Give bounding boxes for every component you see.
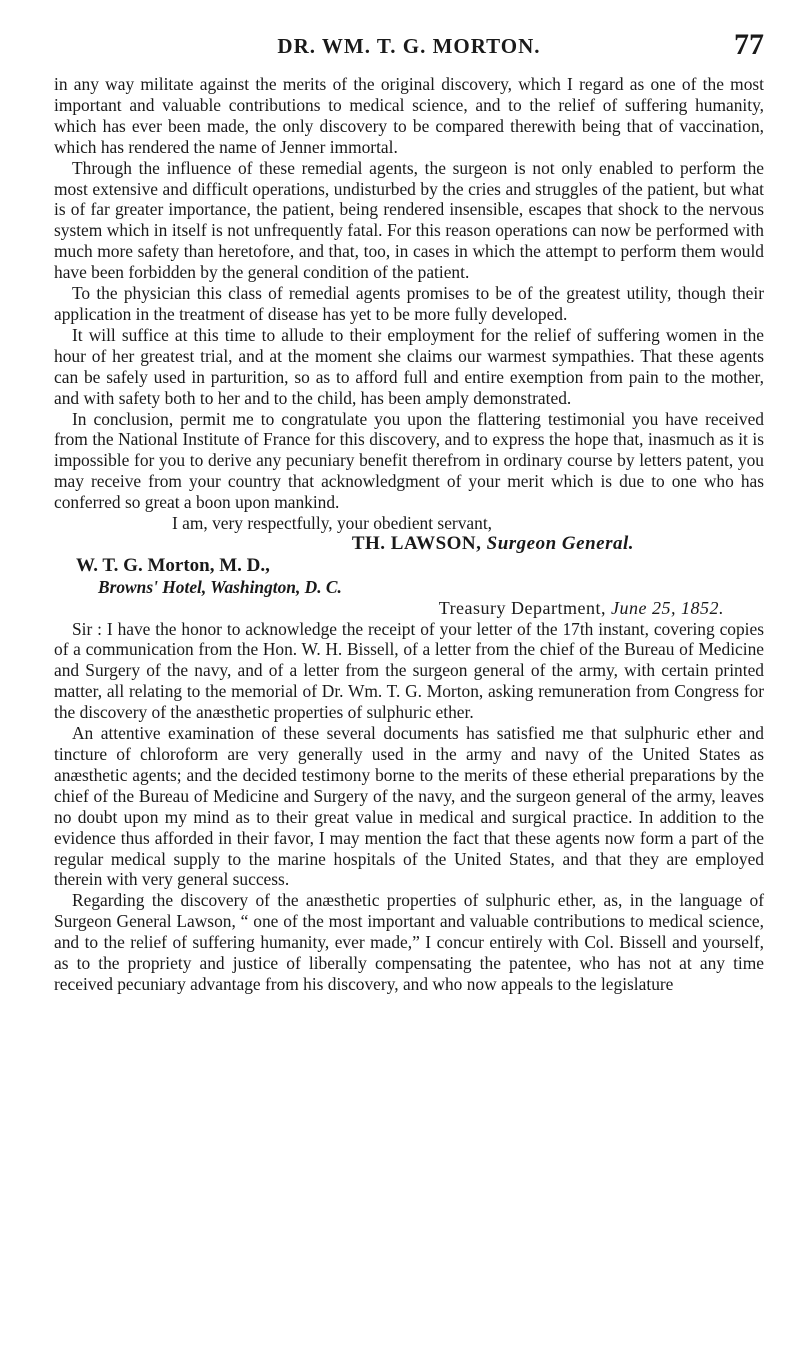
addressee-name: W. T. G. Morton, M. D., [76, 554, 270, 576]
addressee [54, 555, 764, 577]
paragraph: Regarding the discovery of the anæsthetic properties of sulphuric ether, as, in the language of Surgeon General Lawson, “ one of the most important and valuable contributions to medical science, and to the relief of suffering humanity, ever made,” I concur entirely with Col. Bissell and yourself, as to the propriety and justice of liberally compensating the patentee, who has not at any time received pecuniary advantage from his discovery, and who now appeals to the legislature [54, 890, 764, 994]
letter-date: June 25, 1852. [611, 597, 724, 618]
running-head [54, 28, 764, 74]
paragraph: Through the influence of these remedial agents, the surgeon is not only enabled to perform the most extensive and difficult operations, undisturbed by the cries and struggles of the patient, but what is of far greater importance, the patient, being rendered insensible, escapes that shock to the nervous system which in itself is not unfrequently fatal. For this reason operations can now be performed with much more safety than heretofore, and that, too, in cases in which the attempt to perform them would have been forbidden by the general condition of the patient. [54, 157, 764, 283]
paragraph: In conclusion, permit me to congratulate you upon the flattering testimonial you have received from the National Institute of France for this discovery, and to express the hope that, inasmuch as it is impossible for you to derive any pecuniary benefit therefrom in ordinary course by letters patent, you may receive from your country that acknowledgment of your merit which is due to one who has conferred so great a boon upon mankind. [54, 408, 764, 513]
paragraph: Sir : I have the honor to acknowledge the receipt of your letter of the 17th instant, covering copies of a communication from the Hon. W. H. Bissell, of a letter from the chief of the Bureau of Medicine and Surgery of the navy, and of a letter from the surgeon general of the army, with certain printed matter, all relating to the memorial of Dr. Wm. T. G. Morton, asking remuneration from Congress for the discovery of the anæsthetic properties of sulphuric ether. [54, 618, 764, 723]
letter-closing: I am, very respectfully, your obedient servant, [172, 513, 493, 534]
addressee-location: Browns' Hotel, Washington, D. C. [98, 576, 342, 597]
paragraph: in any way militate against the merits of the original discovery, which I regard as one of the most important and valuable contributions to medical science, and to the relief of suffering humanity, which has ever been made, the only discovery to be compared therewith being that of vaccination, which has rendered the name of Jenner immortal. [54, 74, 764, 157]
dateline [54, 598, 764, 619]
page-number: 77 [734, 28, 764, 61]
department: Treasury Department, [438, 597, 607, 618]
page-body [54, 74, 764, 995]
signature-title: Surgeon General. [486, 532, 634, 554]
signature [54, 534, 764, 555]
book-page [54, 28, 764, 995]
paragraph: An attentive examination of these several documents has satisfied me that sulphuric ether and tincture of chloroform are very generally used in the army and navy of the United States as anæsthetic agents; and the decided testimony borne to the merits of these etherial preparations by the chief of the Bureau of Medicine and Surgery of the navy, and the surgeon general of the army, leaves no doubt upon my mind as to their great value in medical and surgical practice. In addition to the evidence thus afforded in their favor, I may mention the fact that these agents now form a part of the regular medical supply to the marine hospitals of the United States, and that they are employed therein with very general success. [54, 723, 764, 890]
running-title: DR. WM. T. G. MORTON. [277, 34, 541, 58]
paragraph: To the physician this class of remedial agents promises to be of the greatest utility, though their application in the treatment of disease has yet to be more fully developed. [54, 283, 764, 324]
paragraph: It will suffice at this time to allude to their employment for the relief of suffering women in the hour of her greatest trial, and at the moment she claims our warmest sympathies. That these agents can be safely used in parturition, so as to afford full and entire exemption from pain to the mother, and with safety both to her and to the child, has been amply demonstrated. [54, 324, 764, 408]
signature-name: TH. LAWSON, [351, 532, 482, 554]
